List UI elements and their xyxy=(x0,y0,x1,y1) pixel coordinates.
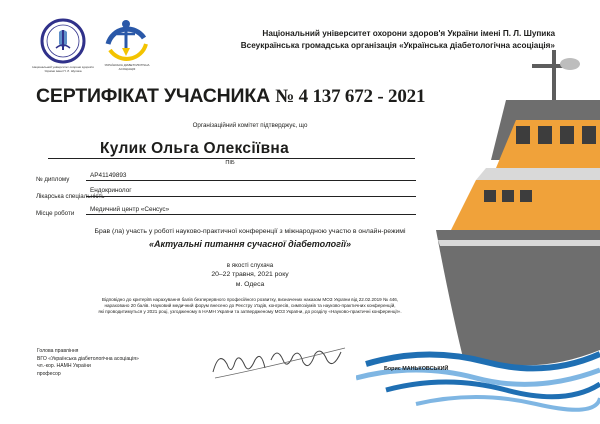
workplace-value: Медичний центр «Сенсус» xyxy=(90,206,170,213)
workplace-underline xyxy=(86,214,416,215)
specialty-underline xyxy=(86,196,416,197)
diabetes-association-emblem-icon xyxy=(100,14,152,66)
handwritten-signature xyxy=(205,338,355,386)
signatory-name: Борис МАНЬКОВСЬКИЙ xyxy=(384,366,449,372)
signatory-role-4: професор xyxy=(37,370,61,377)
organizer-line-2: Всеукраїнська громадська організація «Українська діабетологічна асоціація» xyxy=(240,41,555,50)
conference-title: «Актуальні питання сучасної діабетології» xyxy=(149,239,351,249)
conference-dates: 20–22 травня, 2021 року xyxy=(211,271,289,278)
signatory-title xyxy=(37,348,139,378)
specialty-value: Ендокринолог xyxy=(90,187,132,194)
certificate-number: № 4 137 672 - 2021 xyxy=(275,86,426,107)
workplace-label: Місце роботи xyxy=(36,210,75,217)
organizer-line-1: Національний університет охорони здоров'я України імені П. Л. Шупика xyxy=(262,29,555,38)
participant-role: в якості слухача xyxy=(226,262,274,269)
university-emblem-icon xyxy=(40,18,86,64)
diploma-value: АР41149893 xyxy=(90,172,127,179)
certificate-title xyxy=(36,85,425,108)
university-emblem-caption: Національний університет охорони здоров'я України імені П. Л. Шупика xyxy=(32,65,94,73)
diploma-label: № диплому xyxy=(36,176,70,183)
accreditation-line-3: які проводитимуться у 2021 році, узгодженому в НАМН України та затвердженому МОЗ України, до розділу «Науково-практичні конференції». xyxy=(98,309,402,314)
conference-city: м. Одеса xyxy=(235,281,265,288)
accreditation-line-2: нараховано 20 балів. Науковий медичний форум внесено до Реєстру з'їздів, конгресів, симпозіумів та науково-практичних конференцій, xyxy=(104,303,396,308)
diabetes-association-caption: УКРАЇНСЬКА ДІАБЕТОЛОГІЧНА АСОЦІАЦІЯ xyxy=(104,63,150,71)
name-underline xyxy=(48,158,415,159)
specialty-label: Лікарська спеціальність xyxy=(36,193,105,200)
diploma-underline xyxy=(86,180,416,181)
participant-name-caption: ПІБ xyxy=(225,160,235,166)
signatory-role-2: ВГО «Українська діабетологічна асоціація» xyxy=(37,355,139,362)
participant-name: Кулик Ольга Олексіївна xyxy=(100,140,289,157)
participation-text: Брав (ла) участь у роботі науково-практичної конференції з міжнародною участю в онлайн-режимі xyxy=(94,228,406,235)
accreditation-text xyxy=(40,297,460,315)
confirm-text: Організаційний комітет підтверджує, що xyxy=(192,122,308,129)
certificate-title-text: СЕРТИФІКАТ УЧАСНИКА xyxy=(36,85,270,107)
signatory-role-3: чл.-кор. НАМН України xyxy=(37,363,91,370)
accreditation-line-1: Відповідно до критеріїв нарахування балів безперервного професійного розвитку, визначених наказом МОЗ України від 22.02.2019 № 446, xyxy=(101,297,399,302)
signatory-role-1: Голова правління xyxy=(37,348,79,354)
